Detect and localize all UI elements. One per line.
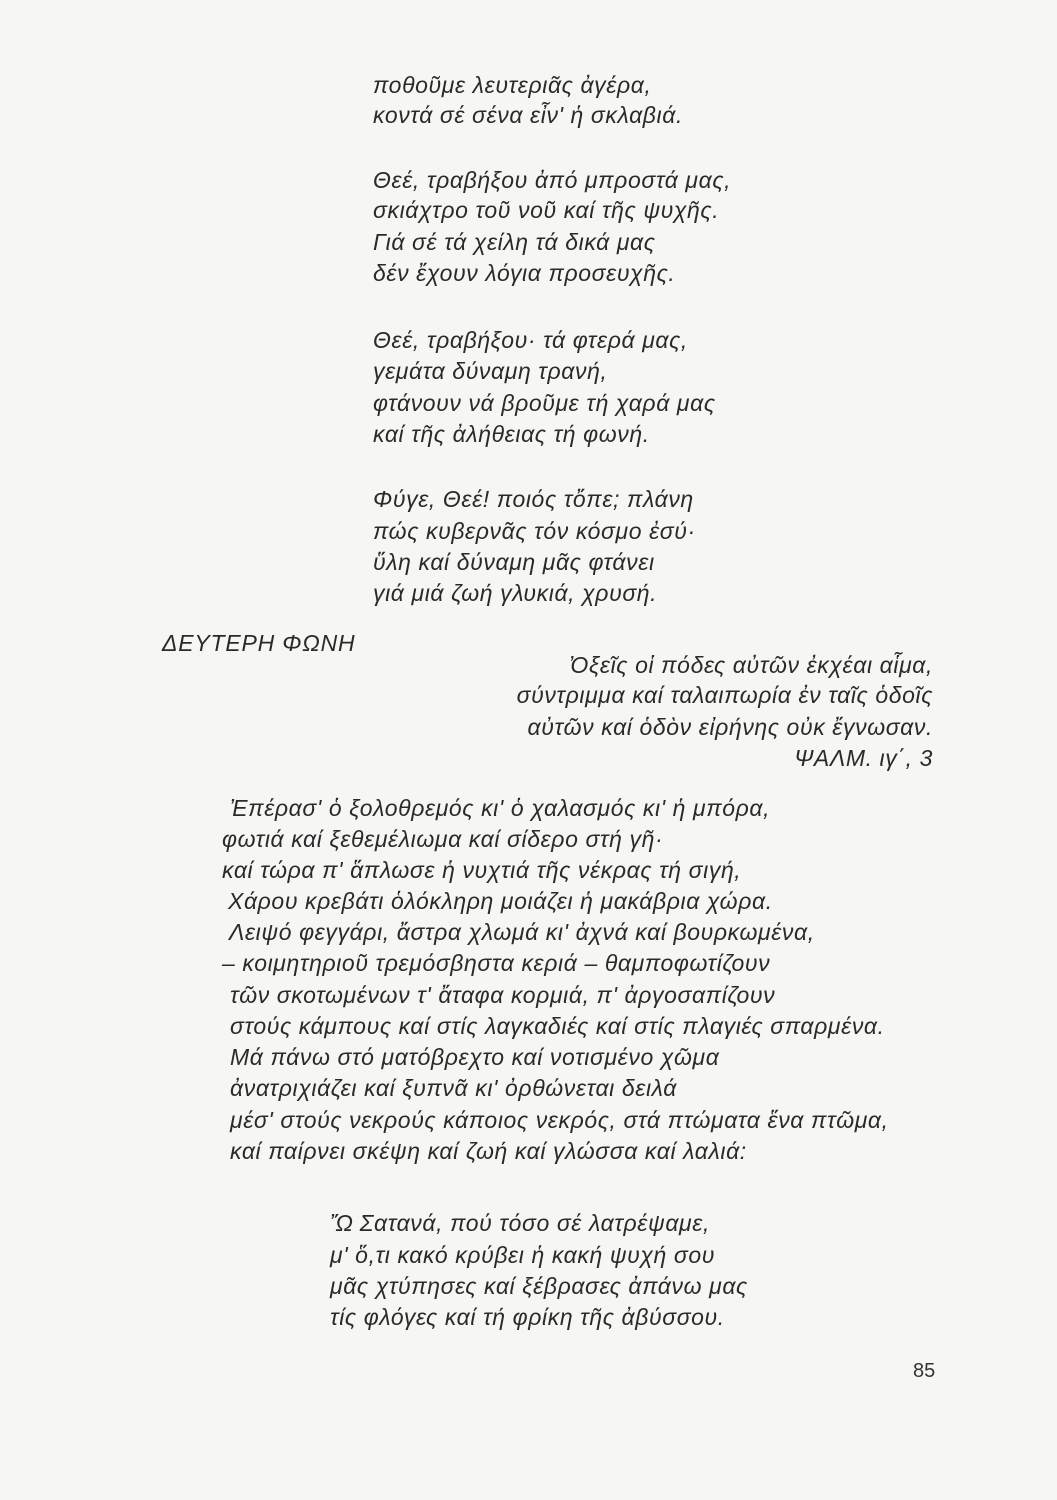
epigraph-line: σύντριμμα καί ταλαιπωρία ἐν ταῖς ὁδοῖς [516,682,933,708]
poem-line: γεμάτα δύναμη τρανή, [373,358,608,384]
quoted-line: Ὤ Σατανά, πού τόσο σέ λατρέψαμε, [330,1210,710,1236]
poem-line: καί παίρνει σκέψη καί ζωή καί γλώσσα καί λαλιά: [230,1138,747,1164]
poem-line: φωτιά καί ξεθεμέλιωμα καί σίδερο στή γῆ· [222,826,664,852]
poem-line: ἀνατριχιάζει καί ξυπνᾶ κι' ὀρθώνεται δειλά [230,1075,677,1101]
poem-line: δέν ἔχουν λόγια προσευχῆς. [373,260,676,286]
poem-line: τῶν σκοτωμένων τ' ἄταφα κορμιά, π' ἀργοσαπίζουν [230,982,776,1008]
poem-line: Λειψό φεγγάρι, ἄστρα χλωμά κι' ἀχνά καί βουρκωμένα, [229,919,815,945]
poem-line: κοντά σέ σένα εἶν' ἡ σκλαβιά. [373,102,683,128]
poem-line: φτάνουν νά βροῦμε τή χαρά μας [373,390,716,416]
poem-line: – κοιμητηριοῦ τρεμόσβηστα κεριά – θαμποφωτίζουν [222,950,771,976]
epigraph-line: αὐτῶν καί ὁδὸν εἰρήνης οὐκ ἔγνωσαν. [527,714,933,740]
poem-line: πώς κυβερνᾶς τόν κόσμο ἐσύ· [373,518,696,544]
poem-line: Θεέ, τραβήξου· τά φτερά μας, [373,327,688,353]
quoted-line: μ' ὅ,τι κακό κρύβει ἡ κακή ψυχή σου [330,1242,716,1268]
poem-line: Γιά σέ τά χείλη τά δικά μας [373,229,656,255]
poem-line: Ἐπέρασ' ὁ ξολοθρεμός κι' ὁ χαλασμός κι' ἡ μπόρα, [230,795,771,821]
quoted-line: τίς φλόγες καί τή φρίκη τῆς ἀβύσσου. [330,1304,725,1330]
poem-line: σκιάχτρο τοῦ νοῦ καί τῆς ψυχῆς. [373,197,720,223]
poem-line: ποθοῦμε λευτεριᾶς ἀγέρα, [373,72,652,98]
poem-line: καί τῆς ἀλήθειας τή φωνή. [373,421,650,447]
section-heading: ΔΕΥΤΕΡΗ ΦΩΝΗ [162,630,356,656]
poem-line: στούς κάμπους καί στίς λαγκαδιές καί στίς πλαγιές σπαρμένα. [230,1013,885,1039]
poem-line: Μά πάνω στό ματόβρεχτο καί νοτισμένο χῶμα [230,1044,720,1070]
poem-line: γιά μιά ζωή γλυκιά, χρυσή. [373,580,658,606]
quoted-line: μᾶς χτύπησες καί ξέβρασες ἀπάνω μας [330,1273,748,1299]
poem-line: μέσ' στούς νεκρούς κάποιος νεκρός, στά πτώματα ἕνα πτῶμα, [230,1107,889,1133]
epigraph-line: Ὀξεῖς οἱ πόδες αὐτῶν ἐκχέαι αἷμα, [569,652,933,678]
poem-line: Θεέ, τραβήξου ἀπό μπροστά μας, [373,167,732,193]
poem-line: καί τώρα π' ἅπλωσε ἡ νυχτιά τῆς νέκρας τή σιγή, [222,857,742,883]
poem-line: Φύγε, Θεέ! ποιός τὄπε; πλάνη [373,486,694,512]
page-number: 85 [913,1360,936,1382]
epigraph-source: ΨΑΛΜ. ιγ΄, 3 [794,745,933,771]
poem-line: Χάρου κρεβάτι ὁλόκληρη μοιάζει ἡ μακάβρια χώρα. [228,888,773,914]
poem-line: ὕλη καί δύναμη μᾶς φτάνει [373,549,655,575]
